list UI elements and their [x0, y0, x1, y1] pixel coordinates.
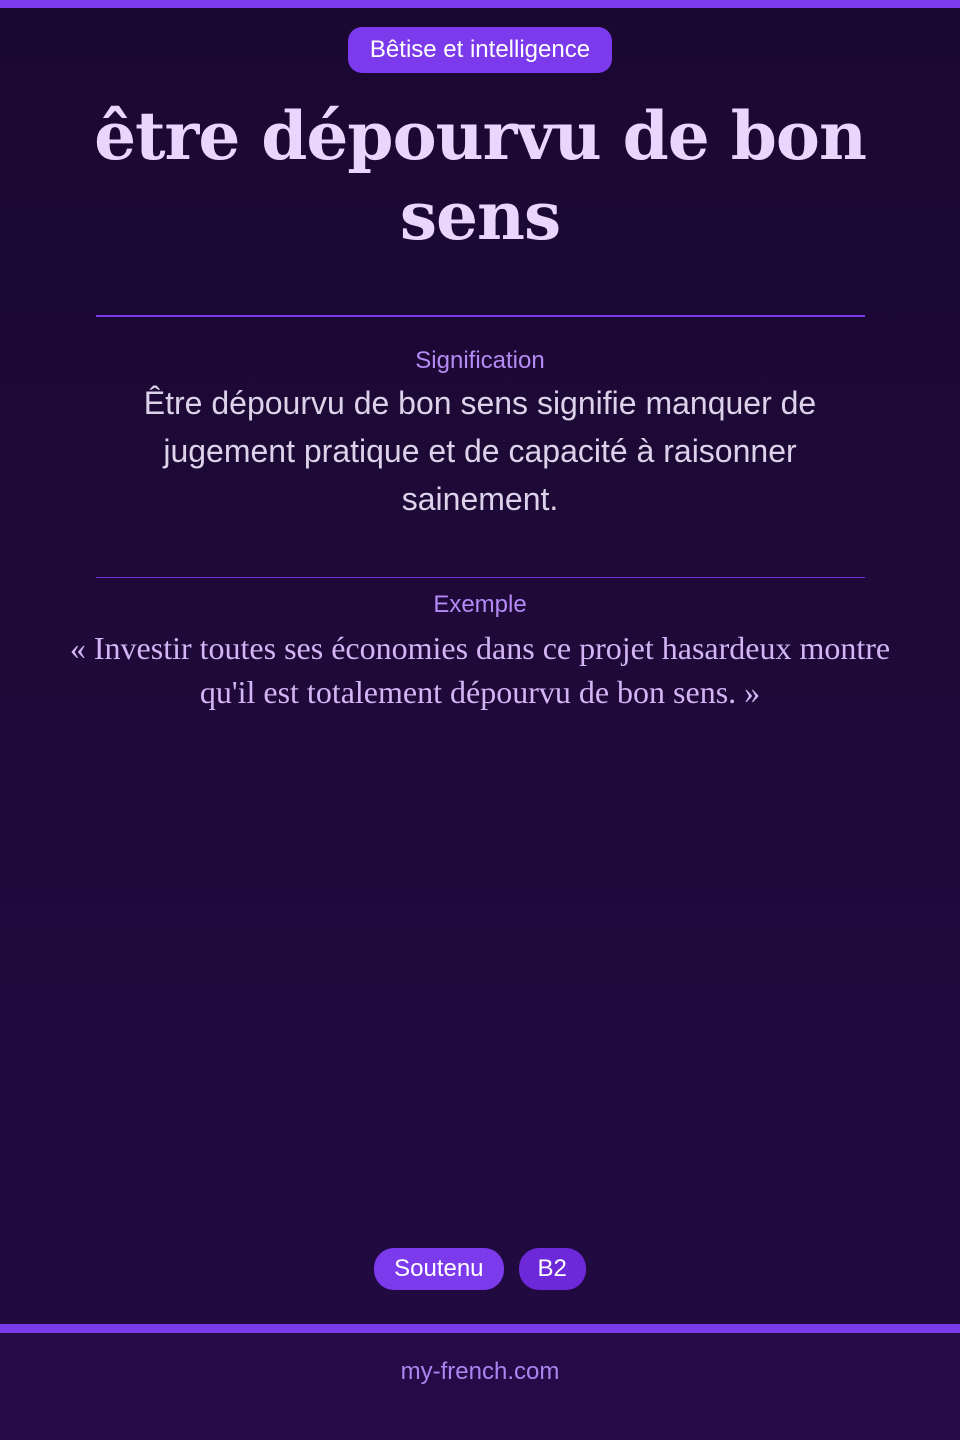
divider-middle [96, 577, 865, 578]
example-label: Exemple [433, 591, 527, 618]
meaning-label: Signification [415, 347, 545, 374]
expression-title: être dépourvu de bon sens [94, 97, 866, 255]
divider-top [96, 315, 865, 317]
tag-list [0, 1248, 960, 1290]
top-accent-bar [0, 0, 960, 8]
example-text: « Investir toutes ses économies dans ce projet hasardeux montre qu'il est totalement dépourvu de bon sens. » [69, 630, 891, 710]
footer-site-name: my-french.com [400, 1358, 560, 1385]
meaning-text: Être dépourvu de bon sens signifie manquer de jugement pratique et de capacité à raisonner sainement. [143, 385, 817, 517]
level-tag: B2 [519, 1248, 586, 1290]
footer-accent-bar [0, 1324, 960, 1333]
category-badge: Bêtise et intelligence [348, 27, 612, 73]
register-tag: Soutenu [374, 1248, 503, 1290]
